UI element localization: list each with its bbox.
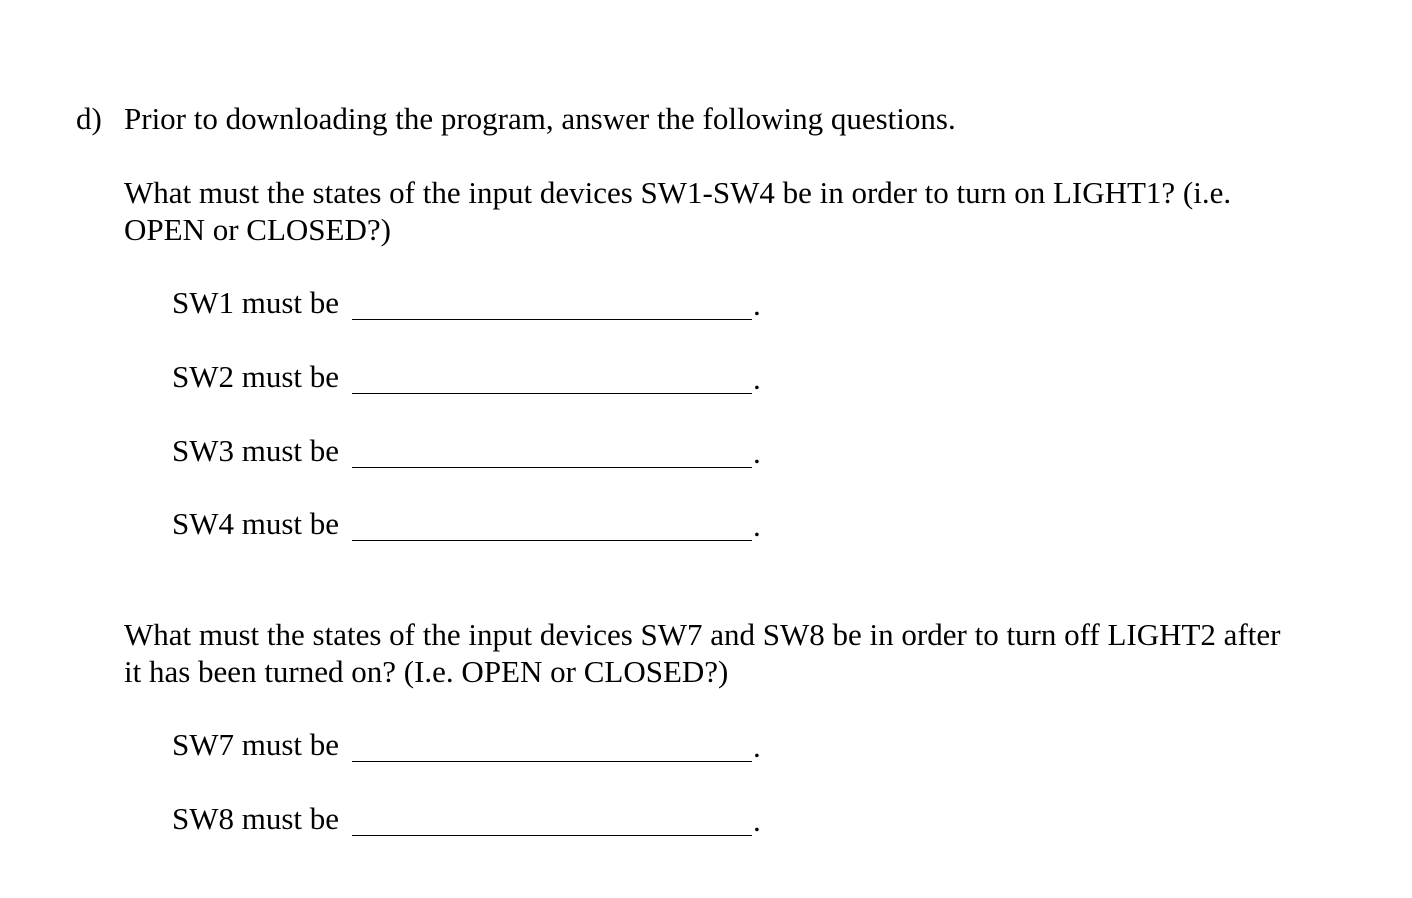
question-line: it has been turned on? (I.e. OPEN or CLOSED?) <box>124 654 729 689</box>
answer-label-sw4: SW4 must be <box>172 506 340 541</box>
answer-blank-sw1[interactable] <box>352 319 752 320</box>
answer-row-sw3 <box>172 432 772 476</box>
answer-blank-sw8[interactable] <box>352 835 752 836</box>
question-line: What must the states of the input devices SW1-SW4 be in order to turn on LIGHT1? (i.e. <box>124 175 1232 210</box>
question-sw7-sw8 <box>124 616 1334 690</box>
question-line: What must the states of the input devices SW7 and SW8 be in order to turn off LIGHT2 after <box>124 617 1281 652</box>
answer-period: . <box>753 287 761 322</box>
question-sw1-sw4 <box>124 174 1334 248</box>
answer-row-sw1 <box>172 284 772 328</box>
answer-blank-sw4[interactable] <box>352 540 752 541</box>
answer-row-sw7 <box>172 726 772 770</box>
answer-blank-sw3[interactable] <box>352 467 752 468</box>
answer-label-sw8: SW8 must be <box>172 801 340 836</box>
answer-period: . <box>753 729 761 764</box>
answer-label-sw7: SW7 must be <box>172 727 340 762</box>
question-instruction: Prior to downloading the program, answer the following questions. <box>124 101 956 136</box>
answer-blank-sw7[interactable] <box>352 761 752 762</box>
question-line: OPEN or CLOSED?) <box>124 212 391 247</box>
answer-period: . <box>753 361 761 396</box>
answer-row-sw2 <box>172 358 772 402</box>
answer-period: . <box>753 508 761 543</box>
answer-blank-sw2[interactable] <box>352 393 752 394</box>
answer-label-sw3: SW3 must be <box>172 433 340 468</box>
answer-period: . <box>753 803 761 838</box>
answer-period: . <box>753 435 761 470</box>
answer-row-sw8 <box>172 800 772 844</box>
answer-label-sw1: SW1 must be <box>172 285 340 320</box>
answer-label-sw2: SW2 must be <box>172 359 340 394</box>
question-label: d) <box>76 101 102 136</box>
answer-row-sw4 <box>172 505 772 549</box>
